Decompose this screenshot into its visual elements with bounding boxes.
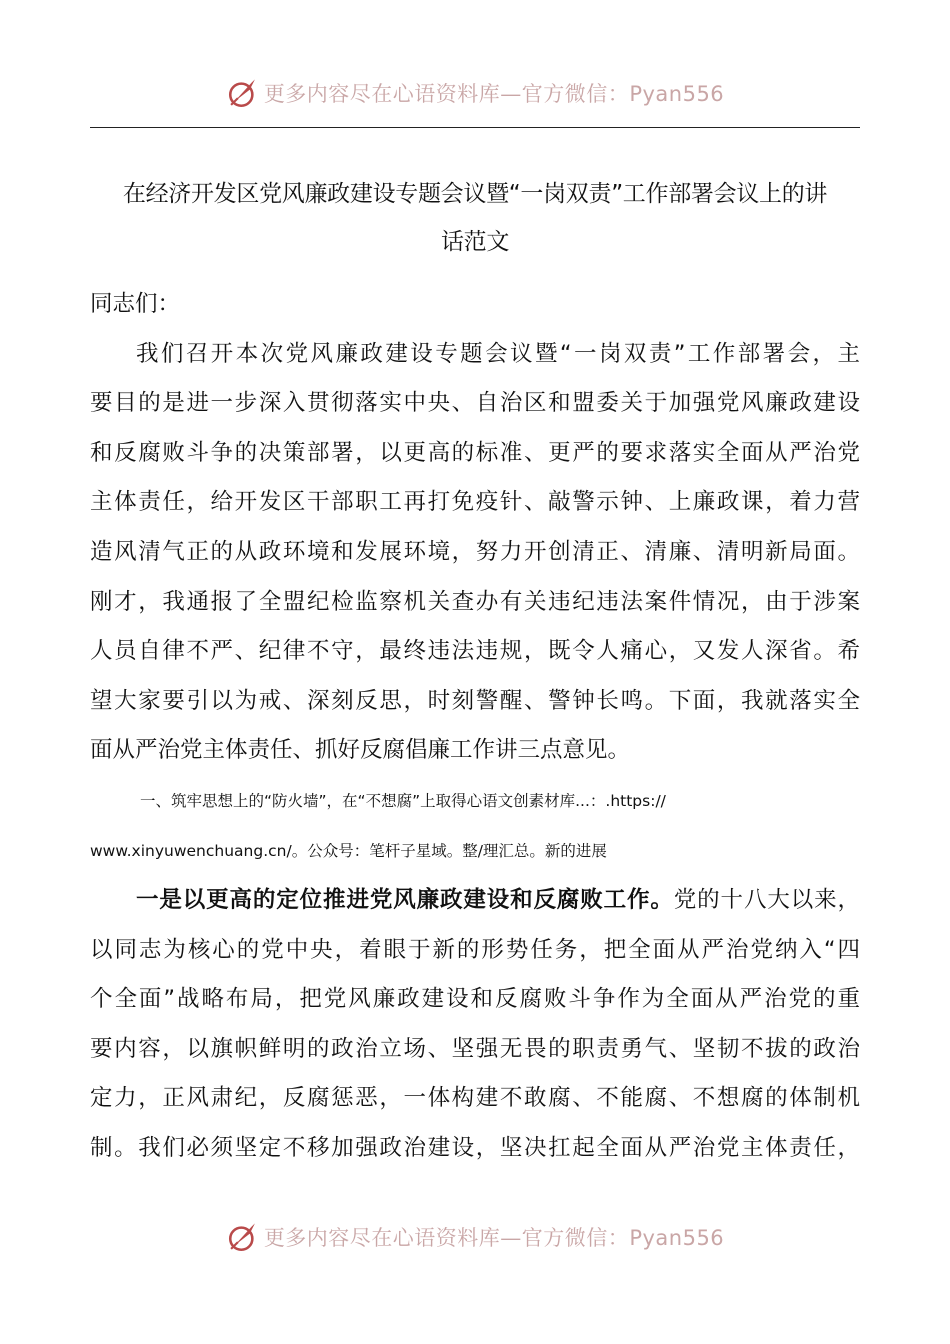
banner-text: 更多内容尽在心语资料库—官方微信：Pyan556	[263, 1226, 725, 1250]
title-line: 话范文	[440, 229, 510, 255]
wechat-id: Pyan556	[629, 1226, 725, 1250]
header-divider	[90, 127, 860, 128]
wechat-id: Pyan556	[629, 82, 725, 106]
section-heading: 一、筑牢思想上的“防火墙”，在“不想腐”上取得心语文创素材库...：.https:// www.xinyuwenchuang.cn/。公众号：笔杆子星域。整/理汇总。新的进展	[90, 791, 666, 860]
document-body	[90, 280, 860, 1174]
header-banner	[0, 73, 950, 113]
quill-logo-icon	[226, 1220, 260, 1254]
point-heading: 一是以更高的定位推进党风廉政建设和反腐败工作。	[136, 886, 674, 913]
intro-paragraph: 我们召开本次党风廉政建设专题会议暨“一岗双责”工作部署会，主 要目的是进一步深入贯彻落实中央、自治区和盟委关于加强党风廉政建设 和反腐败斗争的决策部署，以更高的标准、更严的要求落实全面从严治党 主体责任，给开发区干部职工再打免疫针、敲警示钟、上廉政课，着力营 造风清气正的从政环境和发展环境，努力开创清正、清廉、清明新局面。 刚才，我通报了全盟纪检监察机关查办有关违纪违法案件情况，由于涉案 人员自律不严、纪律不守，最终违法违规，既令人痛心，又发人深省。希 望大家要引以为戒、深刻反思，时刻警醒、警钟长鸣。下面，我就落实全 面从严治党主体责任、抓好反腐倡廉工作讲三点意见。	[90, 340, 860, 764]
footer-banner	[0, 1217, 950, 1257]
greeting: 同志们：	[90, 291, 181, 317]
point-paragraph: 一是以更高的定位推进党风廉政建设和反腐败工作。党的十八大以来， 以同志为核心的党中央，着眼于新的形势任务，把全面从严治党纳入“四 个全面”战略布局，把党风廉政建设和反腐败斗争作为全面从严治党的重 要内容，以旗帜鲜明的政治立场、坚强无畏的职责勇气、坚韧不拔的政治 定力，正风肃纪，反腐惩恶，一体构建不敢腐、不能腐、不想腐的体制机 制。我们必须坚定不移加强政治建设，坚决扛起全面从严治党主体责任，	[90, 886, 860, 1161]
title-line: 在经济开发区党风廉政建设专题会议暨“一岗双责”工作部署会议上的讲	[122, 181, 828, 207]
document-title	[90, 170, 860, 266]
banner-text: 更多内容尽在心语资料库—官方微信：Pyan556	[263, 82, 725, 106]
quill-logo-icon	[226, 76, 260, 110]
